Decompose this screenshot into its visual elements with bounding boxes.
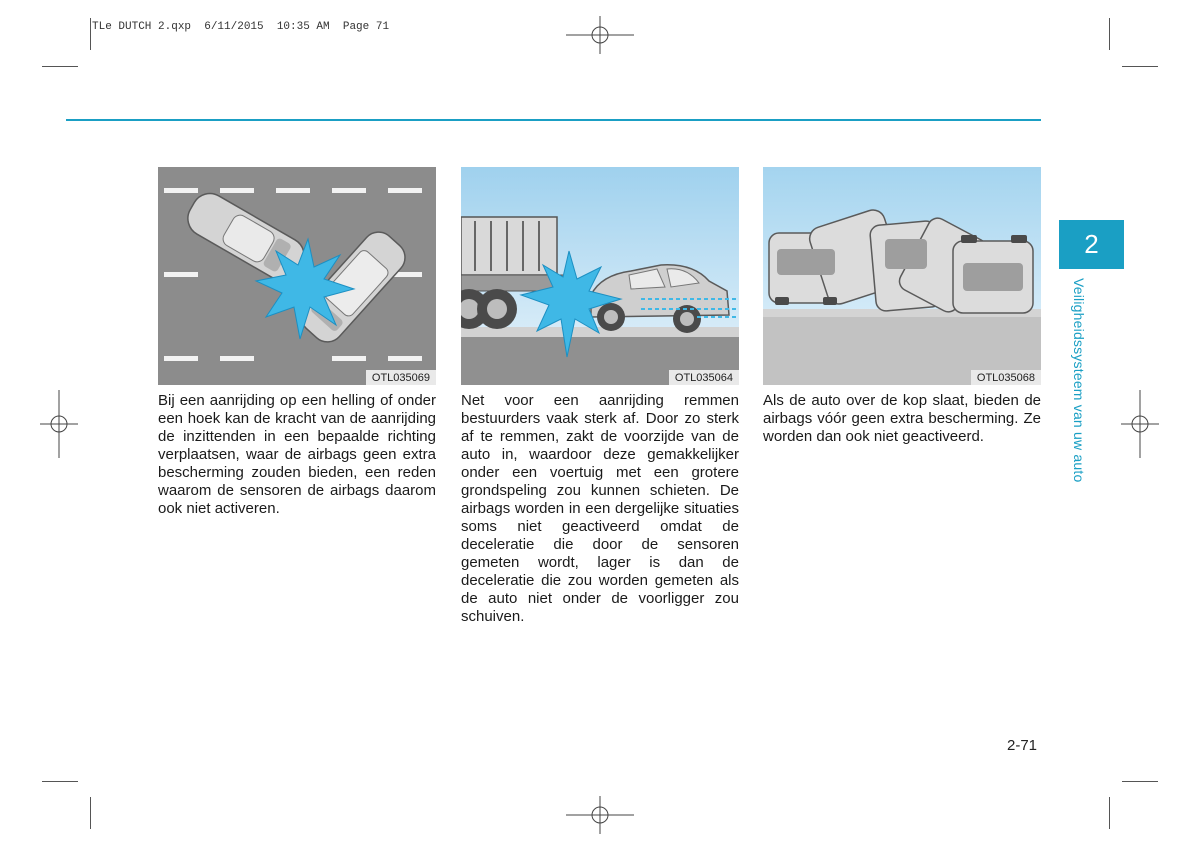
header-rule (66, 119, 1041, 121)
registration-mark-top (566, 16, 634, 54)
figure-angled-collision (158, 167, 436, 385)
registration-mark-right (1121, 390, 1159, 458)
page-number: 2-71 (1007, 737, 1038, 754)
figure-code: OTL035069 (366, 370, 436, 385)
rollover-illustration (763, 167, 1041, 385)
figure-underride-collision (461, 167, 739, 385)
figure-rollover (763, 167, 1041, 385)
crop-mark (42, 66, 78, 67)
chapter-side-title: Veiligheidssysteem van uw auto (1071, 278, 1087, 483)
slug-line: TLe DUTCH 2.qxp 6/11/2015 10:35 AM Page 71 (92, 21, 390, 33)
figure-code: OTL035068 (971, 370, 1041, 385)
crop-mark (1109, 797, 1110, 829)
crop-mark (1122, 66, 1158, 67)
crop-mark (1109, 18, 1110, 50)
underride-collision-illustration (461, 167, 739, 385)
figure-code: OTL035064 (669, 370, 739, 385)
crop-mark (1122, 781, 1158, 782)
caption-angled-collision: Bij een aanrijding op een helling of onder een hoek kan de kracht van de aanrijding de inzittenden in een bepaalde richting verplaatsen, waar de airbags geen extra bescherming zouden bieden, een reden waarom de sensoren de airbags daarom ook niet activeren. (158, 392, 436, 517)
crop-mark (90, 18, 91, 50)
registration-mark-left (40, 390, 78, 458)
crop-mark (90, 797, 91, 829)
caption-rollover: Als de auto over de kop slaat, bieden de airbags vóór geen extra bescherming. Ze worden dan ook niet geactiveerd. (763, 392, 1041, 445)
chapter-tab: 2 (1059, 220, 1124, 269)
angled-collision-illustration (158, 167, 436, 385)
crop-mark (42, 781, 78, 782)
registration-mark-bottom (566, 796, 634, 834)
caption-underride-collision: Net voor een aanrijding remmen bestuurders vaak sterk af. Door zo sterk af te remmen, zakt de voorzijde van de auto in, waardoor deze gemakkelijker onder een voertuig met een grotere grondspeling zou kunnen schieten. De airbags worden in een dergelijke situaties soms niet geactiveerd omdat de deceleratie die door de sensoren gemeten wordt, lager is dan de deceleratie die zou worden gemeten als de auto niet onder de voorligger zou schuiven. (461, 392, 739, 625)
